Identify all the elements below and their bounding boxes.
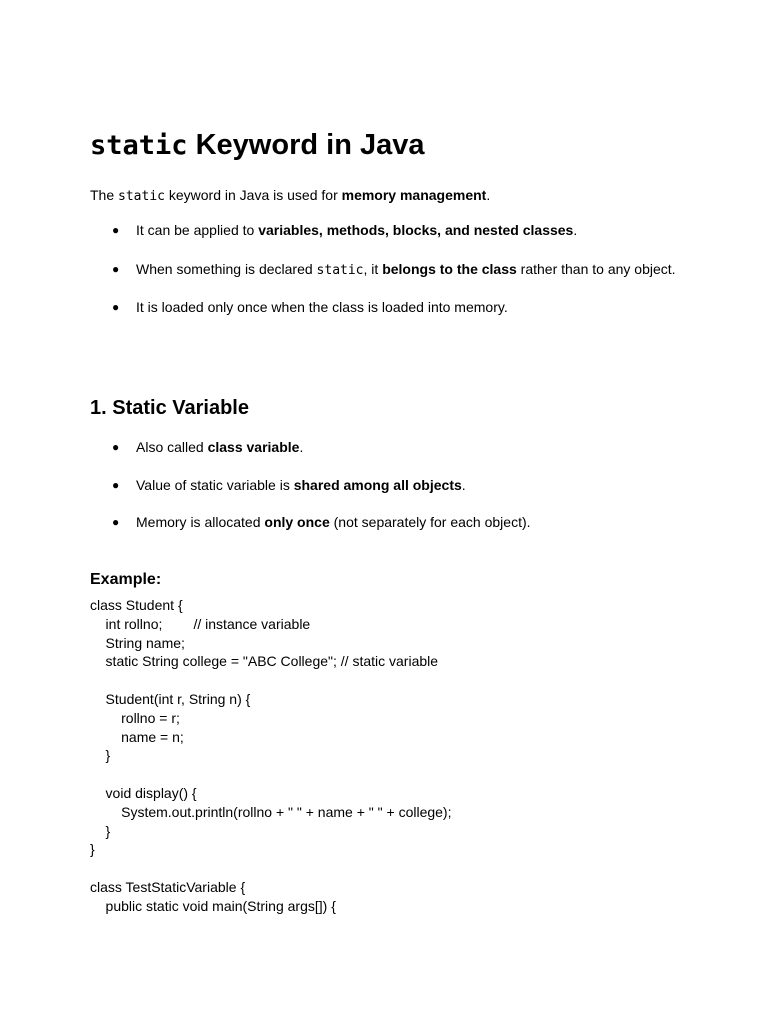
page-title xyxy=(90,126,424,165)
bullet-icon: ● xyxy=(112,440,120,454)
code-block xyxy=(90,596,451,916)
code-line xyxy=(90,671,451,690)
bullet-text: rather than to any object. xyxy=(516,261,676,277)
code-line: System.out.println(rollno + " " + name + " " + college); xyxy=(90,803,452,820)
intro-text-2: keyword in Java is used for xyxy=(164,187,342,203)
bullet-text: . xyxy=(299,439,304,455)
bullet-bold: shared among all objects xyxy=(293,477,462,493)
list-item xyxy=(112,220,578,240)
code-line: rollno = r; xyxy=(90,709,180,726)
bullet-bold: belongs to the class xyxy=(382,261,517,277)
bullet-text: Value of static variable is xyxy=(136,477,294,493)
bullet-icon: ● xyxy=(112,300,120,314)
list-item xyxy=(112,475,466,495)
bullet-text: It is loaded only once when the class is loaded into memory. xyxy=(136,299,508,315)
code-line: static String college = "ABC College"; // static variable xyxy=(90,653,439,670)
bullet-text: (not separately for each object). xyxy=(329,514,531,530)
code-line: class TestStaticVariable { xyxy=(90,878,246,895)
intro-paragraph xyxy=(90,185,490,207)
bullet-icon: ● xyxy=(112,223,120,237)
bullet-icon: ● xyxy=(112,515,120,529)
bullet-text: Memory is allocated xyxy=(136,514,265,530)
bullet-text: . xyxy=(461,477,466,493)
bullet-text: Also called xyxy=(136,439,208,455)
bullet-text: When something is declared xyxy=(136,261,317,277)
code-line: name = n; xyxy=(90,728,184,745)
example-heading: Example: xyxy=(90,571,162,588)
bullet-bold: class variable xyxy=(207,439,300,455)
intro-text-3: . xyxy=(486,187,491,203)
code-line: Student(int r, String n) { xyxy=(90,690,251,707)
section-heading: 1. Static Variable xyxy=(90,397,249,419)
code-line: int rollno; // instance variable xyxy=(90,615,311,632)
title-text: Keyword in Java xyxy=(187,129,425,161)
bullet-text: It can be applied to xyxy=(136,222,259,238)
bullet-code: static xyxy=(316,263,364,278)
code-line: } xyxy=(90,747,111,764)
bullet-bold: variables, methods, blocks, and nested classes xyxy=(258,222,574,238)
bullet-text: . xyxy=(573,222,578,238)
code-line: } xyxy=(90,822,111,839)
code-line xyxy=(90,859,451,878)
code-line: class Student { xyxy=(90,597,183,613)
code-line: public static void main(String args[]) { xyxy=(90,897,336,914)
bullet-icon: ● xyxy=(112,262,120,276)
title-code: static xyxy=(90,130,188,161)
bullet-icon: ● xyxy=(112,478,120,492)
bullet-text: , it xyxy=(363,261,383,277)
intro-text-1: The xyxy=(90,187,119,203)
intro-bold: memory management xyxy=(341,187,487,203)
bullet-bold: only once xyxy=(264,514,330,530)
list-item xyxy=(112,512,531,532)
intro-code: static xyxy=(118,189,165,204)
code-line: } xyxy=(90,841,95,858)
code-line: String name; xyxy=(90,634,185,651)
code-line xyxy=(90,765,451,784)
list-item xyxy=(112,259,676,281)
list-item xyxy=(112,297,508,317)
list-item xyxy=(112,437,304,457)
code-line: void display() { xyxy=(90,784,197,801)
